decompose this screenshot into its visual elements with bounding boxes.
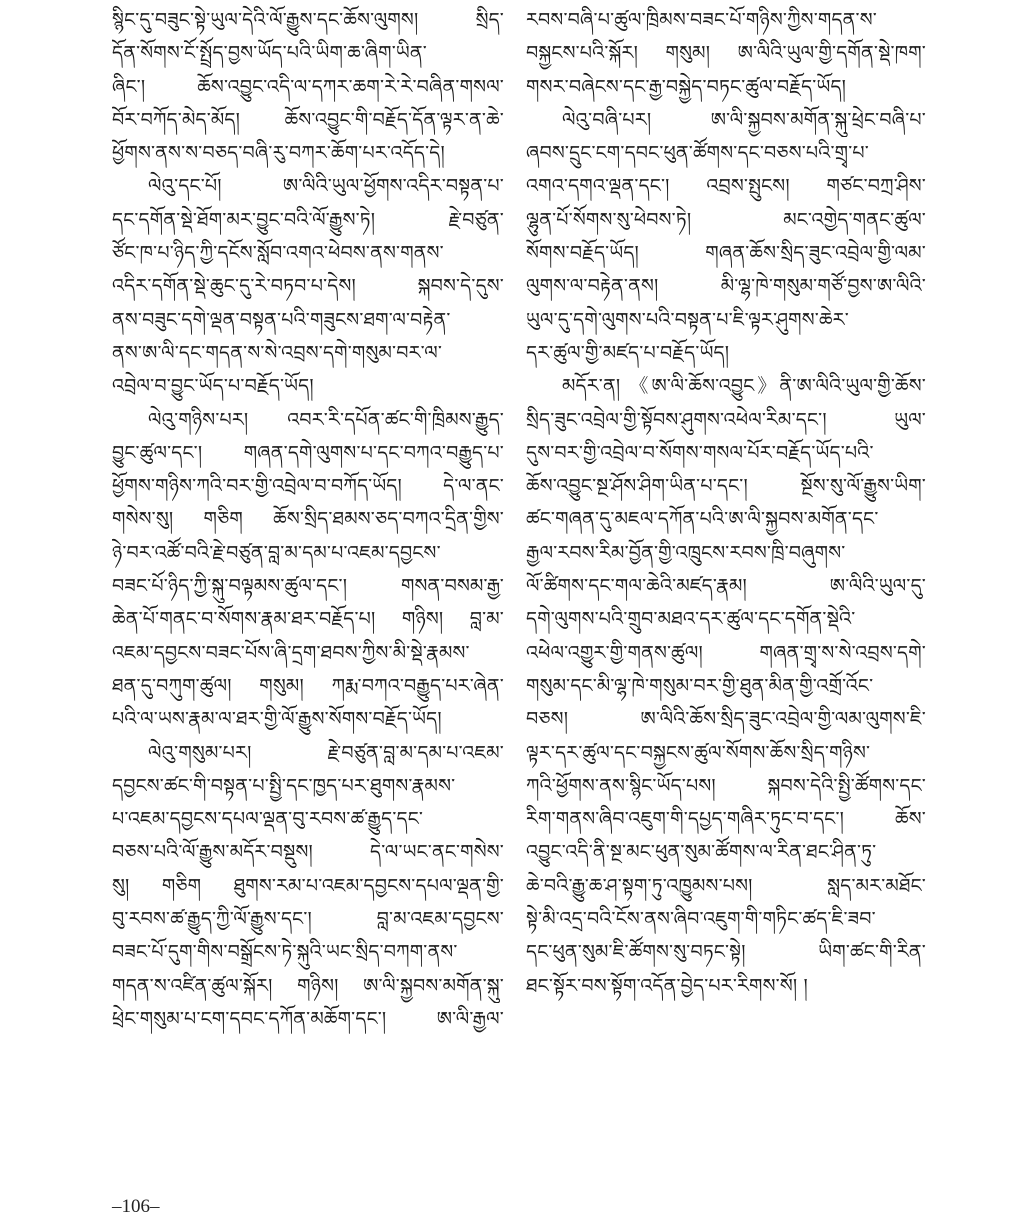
- text-line: ཚང་གཞན་དུ་མཇལ་དཀོན་པའི་ཨ་ལི་སྐྱབས་མགོན་དང་: [526, 508, 879, 531]
- text-line: ཙོང་ཁ་པ་ཉིད་ཀྱི་དངོས་སློབ་འགའ་ཕེབས་ནས་གནས་: [112, 242, 444, 265]
- text-line: དར་ཚུལ་གྱི་མཛད་པ་བརྗོད་ཡོད།: [526, 341, 730, 364]
- text-line: མདོར་ན། 《ཨ་ལི་ཆོས་འབྱུང》ནི་ཨ་ལིའི་ཡུལ་གྱི་ཆོས་: [562, 375, 926, 398]
- text-line: སྟེ་མི་འདྲ་བའི་ངོས་ནས་ཞིབ་འཇུག་གི་གཏིང་ཚད་ཇི་ཟབ་: [526, 908, 876, 931]
- text-line: ཀའི་ཕྱོགས་ནས་སྙིང་ཡོད་པས། སྐབས་དེའི་སྤྱི་ཚོགས་དང་: [526, 774, 926, 797]
- text-line: ལྷུན་པོ་སོགས་སུ་ཕེབས་ཏེ། མང་འགྱེད་གནང་ཚུལ་: [526, 208, 926, 231]
- text-line: དབྱངས་ཚང་གི་བསྟན་པ་སྤྱི་དང་ཁྱད་པར་ཐུགས་རྣམས་: [112, 774, 456, 797]
- text-line: རྒྱལ་རབས་རིམ་བྱོན་གྱི་འཁྲུངས་རབས་ཁྲི་བཞུགས་: [526, 541, 846, 564]
- text-line: ཕྲེང་གསུམ་པ་ངག་དབང་དཀོན་མཆོག་དང་། ཨ་ལི་རྒྱལ་: [112, 1007, 504, 1030]
- text-line: ཐང་སྟོར་བས་སྟོག་འདོན་བྱེད་པར་རིགས་སོ། །: [526, 974, 808, 997]
- text-line: ལུགས་ལ་བརྟེན་ནས། མི་ལྷ་ཁེ་གསུམ་གཙོ་བྱས་ཨ་ལིའི་: [526, 275, 926, 298]
- text-line: བསྐྱངས་པའི་སྐོར། གསུམ། ཨ་ལིའི་ཡུལ་གྱི་དགོན་སྡེ་ཁག་: [526, 42, 926, 65]
- text-line: དོན་སོགས་ངོ་སྤྲོད་བྱས་ཡོད་པའི་ཡིག་ཆ་ཞིག་ཡིན་: [112, 42, 427, 65]
- text-line: ཕྱོགས་གཉིས་ཀའི་བར་གྱི་འབྲེལ་བ་བཀོད་ཡོད། དེ་ལ་ནང་: [112, 475, 504, 498]
- right-column: [526, 4, 926, 1003]
- text-line: འཇམ་དབྱངས་བཟང་པོས་ཞི་དྲག་ཐབས་ཀྱིས་མི་སྡེ་རྣམས་: [112, 641, 470, 664]
- text-line: སོགས་བརྗོད་ཡོད། གཞན་ཆོས་སྲིད་ཟུང་འབྲེལ་གྱི་ལམ་: [526, 242, 926, 265]
- text-line: གསེས་སུ། གཅིག ཆོས་སྲིད་ཐམས་ཅད་བཀའ་དྲིན་གྱིས་: [112, 508, 504, 531]
- text-line: ཕྱོགས་ནས་ས་བཅད་བཞི་རུ་བཀར་ཆོག་པར་འདོད་དེ།: [112, 142, 445, 165]
- text-line: བཟང་པོ་ཉིད་ཀྱི་སྐུ་བལྟམས་ཚུལ་དང་། གསན་བསམ་རྒྱ་: [112, 575, 504, 598]
- text-line: སྲིད་ཟུང་འབྲེལ་གྱི་སྟོབས་ཤུགས་འཕེལ་རིམ་དང་། ཡུལ་: [526, 408, 926, 431]
- text-line: ལེའུ་གསུམ་པར། རྗེ་བཙུན་བླ་མ་དམ་པ་འཇམ་: [148, 741, 504, 764]
- text-line: ཆེ་བའི་རྒྱུ་ཆ་ཤ་སྟག་ཏུ་འཁྱུམས་པས། སླད་མར་མཐོང་: [526, 874, 926, 897]
- text-line: ནས་ཨ་ལི་དང་གདན་ས་སེ་འབྲས་དགེ་གསུམ་བར་ལ་: [112, 341, 443, 364]
- text-line: འཕེལ་འགྱུར་གྱི་གནས་ཚུལ། གཞན་གྲྭ་ས་སེ་འབྲས་དགེ་: [526, 641, 926, 664]
- text-line: ཡུལ་དུ་དགེ་ལུགས་པའི་བསྟན་པ་ཇི་ལྟར་ཤུགས་ཆེར་: [526, 308, 849, 331]
- text-line: ཞིང་། ཆོས་འབྱུང་འདི་ལ་དཀར་ཆག་རེ་རེ་བཞིན་གསལ་: [112, 75, 504, 98]
- text-line: གདན་ས་འཛིན་ཚུལ་སྐོར། གཉིས། ཨ་ལི་སྐྱབས་མགོན་སྐུ་: [112, 974, 504, 997]
- text-line: དགེ་ལུགས་པའི་གྲུབ་མཐའ་དར་ཚུལ་དང་དགོན་སྡེའི་: [526, 608, 856, 631]
- text-line: ཞབས་དྲུང་ངག་དབང་ཕུན་ཚོགས་དང་བཅས་པའི་གྲྭ་པ་: [526, 142, 869, 165]
- text-line: བོར་བཀོད་མེད་མོད། ཆོས་འབྱུང་གི་བརྗོད་དོན་ལྟར་ན་ཆེ་: [112, 108, 504, 131]
- text-line: པའི་ལ་ཡས་རྣམ་ལ་ཐར་གྱི་ལོ་རྒྱུས་སོགས་བརྗོད་ཡོད།: [112, 708, 442, 731]
- text-line: དང་དགོན་སྡེ་ཐོག་མར་བྱུང་བའི་ལོ་རྒྱུས་ཏེ། རྗེ་བཙུན་: [112, 208, 504, 231]
- text-line: ཉེ་བར་འཚོ་བའི་རྗེ་བཙུན་བླ་མ་དམ་པ་འཇམ་དབྱངས་: [112, 541, 441, 564]
- text-line: ལེའུ་བཞི་པར། ཨ་ལི་སྐྱབས་མགོན་སྐུ་ཕྲེང་བཞི་པ་: [562, 108, 926, 131]
- text-line: འགའ་དགའ་ལྡན་དང་། འབྲས་སྤུངས། གཙང་བཀྲ་ཤིས་: [526, 175, 926, 198]
- text-line: བུ་རབས་ཚ་རྒྱུད་ཀྱི་ལོ་རྒྱུས་དང་། བླ་མ་འཇམ་དབྱངས་: [112, 908, 504, 931]
- text-line: དང་ཕུན་སུམ་ཇི་ཚོགས་སུ་བཏང་སྟེ། ཡིག་ཚང་གི་རིན་: [526, 941, 926, 964]
- text-line: འབྲེལ་བ་བྱུང་ཡོད་པ་བརྗོད་ཡོད།: [112, 375, 314, 398]
- text-line: ལེའུ་དང་པོ། ཨ་ལིའི་ཡུལ་ཕྱོགས་འདིར་བསྟན་པ་: [148, 175, 504, 198]
- text-line: བཅས། ཨ་ལིའི་ཆོས་སྲིད་ཟུང་འབྲེལ་གྱི་ལམ་ལུགས་ཇི་: [526, 708, 926, 731]
- text-line: ཆོས་འབྱུང་སྔ་ཤོས་ཤིག་ཡིན་པ་དང་། སྔོས་སུ་ལོ་རྒྱུས་ཡིག་: [526, 475, 926, 498]
- text-line: སྙིང་དུ་བཟུང་སྟེ་ཡུལ་དེའི་ལོ་རྒྱུས་དང་ཆོས་ལུགས། སྲིད་: [112, 9, 504, 31]
- text-line: འབྱུང་འདི་ནི་སྔ་མང་ཕུན་སུམ་ཚོགས་ལ་རིན་ཐང་ཤིན་ཏུ་: [526, 841, 877, 864]
- text-line: བཟང་པོ་དུག་གིས་བསྒྲོངས་ཏེ་སྐུའི་ཡང་སྲིད་བཀག་ནས་: [112, 941, 458, 964]
- text-line: ལེའུ་གཉིས་པར། འབར་རི་དཔོན་ཚང་གི་ཁྲིམས་རྒྱུད་: [148, 408, 504, 431]
- page-number: –106–: [112, 1196, 160, 1217]
- text-line: ཆེན་པོ་གནང་བ་སོགས་རྣམ་ཐར་བརྗོད་པ། གཉིས། བླ་མ་: [112, 608, 504, 631]
- text-line: པ་འཇམ་དབྱངས་དཔལ་ལྡན་བུ་རབས་ཚ་རྒྱུད་དང་: [112, 808, 424, 831]
- text-line: རིག་གནས་ཞིབ་འཇུག་གི་དཔྱད་གཞིར་ཏུང་བ་དང་། ཆོས་: [526, 808, 926, 831]
- text-line: ཐན་དུ་བཀུག་ཚུལ། གསུམ། ཀརྨ་བཀའ་བརྒྱུད་པར་ཞེན་: [112, 674, 504, 697]
- text-line: བཅས་པའི་ལོ་རྒྱུས་མདོར་བསྡུས། དེ་ལ་ཡང་ནང་གསེས་: [112, 841, 504, 864]
- left-column: [112, 4, 504, 1036]
- text-line: སུ། གཅིག ཐུགས་རམ་པ་འཇམ་དབྱངས་དཔལ་ལྡན་གྱི་: [112, 874, 504, 897]
- text-line: ནས་བཟུང་དགེ་ལྡན་བསྟན་པའི་གཟུངས་ཐག་ལ་བརྟེན་: [112, 308, 451, 331]
- text-line: བྱུང་ཚུལ་དང་། གཞན་དགེ་ལུགས་པ་དང་བཀའ་བརྒྱུད་པ་: [112, 441, 504, 464]
- text-line: དུས་བར་གྱི་འབྲེལ་བ་སོགས་གསལ་པོར་བརྗོད་ཡོད་པའི་: [526, 441, 874, 464]
- text-line: རབས་བཞི་པ་ཚུལ་ཁྲིམས་བཟང་པོ་གཉིས་ཀྱིས་གདན་ས་: [526, 9, 877, 31]
- text-line: གསར་བཞེངས་དང་རྒྱ་བསྐྱེད་བཏང་ཚུལ་བརྗོད་ཡོད།: [526, 75, 847, 98]
- text-line: འདིར་དགོན་སྡེ་ཆུང་དུ་རེ་བཏབ་པ་དེས། སྐབས་དེ་དུས་: [112, 275, 504, 298]
- text-line: གསུམ་དང་མི་ལྷ་ཁེ་གསུམ་བར་གྱི་ཐུན་མིན་གྱི་འགྲོ་འོང་: [526, 674, 874, 697]
- text-line: ལོ་ཚིགས་དང་གལ་ཆེའི་མཛད་རྣམ། ཨ་ལིའི་ཡུལ་དུ་: [526, 575, 926, 598]
- text-line: ལྟར་དར་ཚུལ་དང་བསྐྱངས་ཚུལ་སོགས་ཆོས་སྲིད་གཉིས་: [526, 741, 871, 764]
